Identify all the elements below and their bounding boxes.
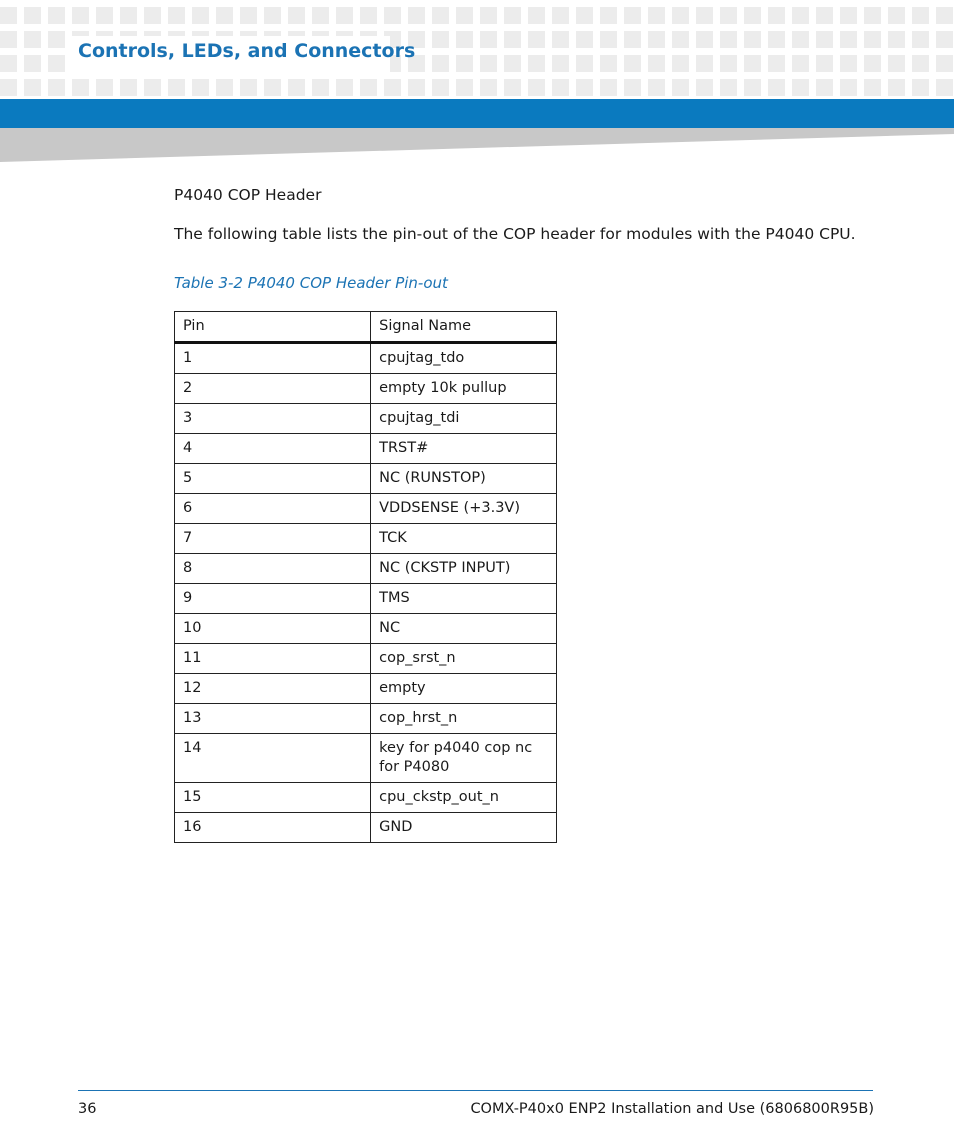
- signal-cell: cpujtag_tdi: [371, 404, 557, 434]
- signal-cell: NC (CKSTP INPUT): [371, 554, 557, 584]
- table-row: [175, 704, 557, 734]
- table-row: [175, 404, 557, 434]
- page-number: 36: [78, 1101, 97, 1117]
- section-title: Controls, LEDs, and Connectors: [78, 40, 416, 62]
- signal-cell: empty: [371, 674, 557, 704]
- signal-cell: empty 10k pullup: [371, 374, 557, 404]
- pin-cell: 7: [175, 524, 371, 554]
- pin-cell: 3: [175, 404, 371, 434]
- subsection-title: P4040 COP Header: [174, 186, 322, 204]
- table-row: [175, 374, 557, 404]
- pin-cell: 16: [175, 813, 371, 843]
- table-row: [175, 734, 557, 783]
- signal-cell: cop_hrst_n: [371, 704, 557, 734]
- signal-cell: VDDSENSE (+3.3V): [371, 494, 557, 524]
- signal-cell: GND: [371, 813, 557, 843]
- header-gray-wedge: [0, 128, 954, 164]
- footer-rule: [78, 1090, 873, 1091]
- table-row: [175, 434, 557, 464]
- column-header-pin: Pin: [175, 312, 371, 343]
- signal-cell: cpu_ckstp_out_n: [371, 783, 557, 813]
- pin-cell: 15: [175, 783, 371, 813]
- pin-cell: 10: [175, 614, 371, 644]
- pinout-table: [174, 311, 557, 843]
- table-row: [175, 524, 557, 554]
- footer-document-title: COMX-P40x0 ENP2 Installation and Use (6806800R95B): [470, 1101, 874, 1117]
- column-header-signal-name: Signal Name: [371, 312, 557, 343]
- table-row: [175, 584, 557, 614]
- pin-cell: 2: [175, 374, 371, 404]
- table-row: [175, 783, 557, 813]
- pin-cell: 6: [175, 494, 371, 524]
- pin-cell: 12: [175, 674, 371, 704]
- signal-cell: NC (RUNSTOP): [371, 464, 557, 494]
- signal-cell: key for p4040 cop nc for P4080: [371, 734, 557, 783]
- table-row: [175, 343, 557, 374]
- header-blue-bar: [0, 99, 954, 128]
- pin-cell: 13: [175, 704, 371, 734]
- pin-cell: 1: [175, 343, 371, 374]
- table-row: [175, 494, 557, 524]
- table-row: [175, 644, 557, 674]
- table-row: [175, 464, 557, 494]
- signal-cell: TCK: [371, 524, 557, 554]
- table-row: [175, 674, 557, 704]
- signal-cell: cpujtag_tdo: [371, 343, 557, 374]
- signal-cell: TRST#: [371, 434, 557, 464]
- signal-cell: cop_srst_n: [371, 644, 557, 674]
- pin-cell: 11: [175, 644, 371, 674]
- table-row: [175, 614, 557, 644]
- pin-cell: 4: [175, 434, 371, 464]
- signal-cell: TMS: [371, 584, 557, 614]
- signal-cell: NC: [371, 614, 557, 644]
- table-header-row: [175, 312, 557, 343]
- table-row: [175, 813, 557, 843]
- table-caption: Table 3-2 P4040 COP Header Pin-out: [174, 274, 448, 292]
- intro-paragraph: The following table lists the pin-out of the COP header for modules with the P4040 CPU.: [174, 225, 856, 243]
- pin-cell: 8: [175, 554, 371, 584]
- pin-cell: 14: [175, 734, 371, 783]
- pin-cell: 5: [175, 464, 371, 494]
- table-row: [175, 554, 557, 584]
- pin-cell: 9: [175, 584, 371, 614]
